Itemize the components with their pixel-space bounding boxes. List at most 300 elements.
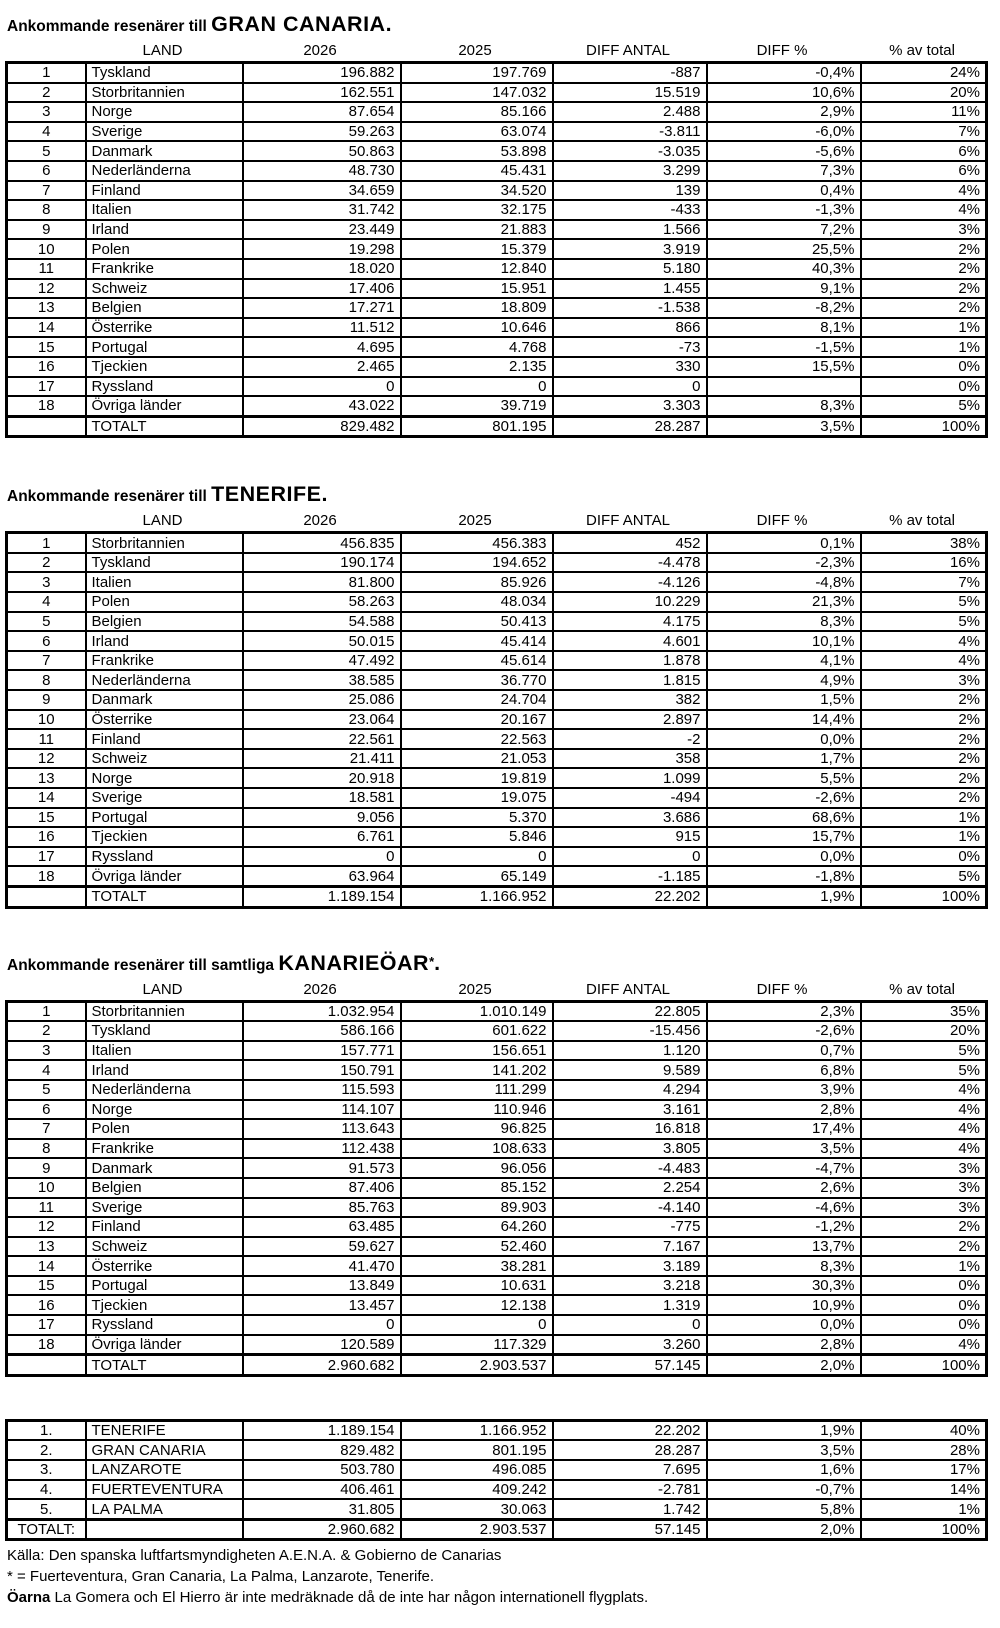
value-2026-cell: 2.960.682 [243,1355,401,1376]
rank-cell [7,1355,86,1376]
value-2026-cell: 1.032.954 [243,1001,401,1021]
share-cell: 2% [861,298,987,318]
share-cell: 38% [861,533,987,553]
diff-pct-cell: 3,5% [707,1440,861,1460]
value-2026-cell: 115.593 [243,1080,401,1100]
share-cell: 4% [861,1335,987,1355]
diff-pct-cell: -1,2% [707,1217,861,1237]
share-cell: 1% [861,337,987,357]
diff-pct-cell: 68,6% [707,808,861,828]
share-cell: 3% [861,670,987,690]
share-cell: 40% [861,1420,987,1440]
table-row [7,572,987,592]
rank-cell: 4. [7,1480,86,1500]
value-2026-cell: 190.174 [243,553,401,573]
country-cell: TOTALT [86,416,243,437]
table-row [7,377,987,397]
table-row [7,1256,987,1276]
diff-pct-cell [707,377,861,397]
diff-pct-cell: 3,5% [707,1139,861,1159]
value-2025-cell: 45.614 [401,651,553,671]
share-cell: 5% [861,396,987,416]
diff-pct-cell: 2,3% [707,1001,861,1021]
rank-cell: 10 [7,239,86,259]
value-2025-cell: 0 [401,377,553,397]
diff-pct-cell: 9,1% [707,279,861,299]
value-2026-cell: 0 [243,847,401,867]
country-cell: Nederländerna [86,670,243,690]
diff-antal-cell: -1.185 [553,866,707,886]
diff-pct-cell: -1,5% [707,337,861,357]
value-2025-cell: 110.946 [401,1100,553,1120]
value-2025-cell: 22.563 [401,729,553,749]
value-2026-cell: 18.581 [243,788,401,808]
share-cell: 4% [861,651,987,671]
rank-cell: 1. [7,1420,86,1440]
table-row [7,161,987,181]
diff-antal-cell: 1.566 [553,220,707,240]
value-2026-cell: 85.763 [243,1198,401,1218]
diff-antal-cell: -433 [553,200,707,220]
column-header-diff-pct: DIFF % [756,42,808,59]
rank-cell: 6 [7,631,86,651]
value-2025-cell: 96.056 [401,1158,553,1178]
share-cell: 4% [861,1119,987,1139]
diff-antal-cell: -15.456 [553,1021,707,1041]
value-2025-cell: 18.809 [401,298,553,318]
diff-antal-cell: 28.287 [553,1440,707,1460]
country-cell: Portugal [86,337,243,357]
value-2026-cell: 91.573 [243,1158,401,1178]
share-cell: 0% [861,1315,987,1335]
diff-pct-cell: -4,7% [707,1158,861,1178]
table-row [7,670,987,690]
value-2025-cell: 34.520 [401,181,553,201]
country-cell: Italien [86,1041,243,1061]
value-2026-cell: 81.800 [243,572,401,592]
country-cell: Ryssland [86,847,243,867]
diff-antal-cell: 915 [553,827,707,847]
rank-cell: 12 [7,749,86,769]
value-2025-cell: 10.646 [401,318,553,338]
table-row [7,1080,987,1100]
diff-pct-cell: -1,8% [707,866,861,886]
value-2026-cell: 120.589 [243,1335,401,1355]
rank-cell: 13 [7,768,86,788]
share-cell: 100% [861,886,987,907]
rank-cell: 9 [7,690,86,710]
share-cell: 2% [861,788,987,808]
diff-pct-cell: 2,0% [707,1519,861,1540]
rank-cell: 15 [7,337,86,357]
value-2025-cell: 89.903 [401,1198,553,1218]
share-cell: 100% [861,416,987,437]
country-cell: Tjeckien [86,357,243,377]
value-2026-cell: 11.512 [243,318,401,338]
country-cell: Norge [86,102,243,122]
rank-cell [7,416,86,437]
value-2026-cell: 829.482 [243,416,401,437]
diff-pct-cell: -0,4% [707,63,861,83]
diff-pct-cell: 2,9% [707,102,861,122]
value-2026-cell: 25.086 [243,690,401,710]
share-cell: 2% [861,768,987,788]
rank-cell: 14 [7,1256,86,1276]
value-2025-cell: 5.846 [401,827,553,847]
country-cell: Irland [86,1060,243,1080]
value-2026-cell: 19.298 [243,239,401,259]
table-row [7,181,987,201]
diff-pct-cell: 15,5% [707,357,861,377]
rank-cell: 18 [7,866,86,886]
rank-cell: 5 [7,1080,86,1100]
diff-antal-cell: 15.519 [553,83,707,103]
share-cell: 20% [861,1021,987,1041]
value-2025-cell: 141.202 [401,1060,553,1080]
value-2025-cell: 53.898 [401,141,553,161]
value-2025-cell: 85.926 [401,572,553,592]
value-2025-cell: 65.149 [401,866,553,886]
rank-cell: 8 [7,670,86,690]
diff-antal-cell: 3.299 [553,161,707,181]
value-2025-cell: 117.329 [401,1335,553,1355]
country-cell: Ryssland [86,1315,243,1335]
diff-antal-cell: -2 [553,729,707,749]
diff-pct-cell: 4,9% [707,670,861,690]
rank-cell: 8 [7,1139,86,1159]
diff-pct-cell: 3,9% [707,1080,861,1100]
country-cell: LA PALMA [86,1499,243,1519]
value-2025-cell: 111.299 [401,1080,553,1100]
table-row [7,788,987,808]
value-2026-cell: 829.482 [243,1440,401,1460]
value-2025-cell: 85.166 [401,102,553,122]
table-row [7,1001,987,1021]
table-row [7,592,987,612]
diff-pct-cell: 2,6% [707,1178,861,1198]
diff-pct-cell: 0,7% [707,1041,861,1061]
diff-pct-cell: 17,4% [707,1119,861,1139]
total-row [7,1519,987,1540]
country-cell: TOTALT [86,886,243,907]
country-cell: Sverige [86,788,243,808]
diff-antal-cell: 3.161 [553,1100,707,1120]
diff-pct-cell: 30,3% [707,1276,861,1296]
value-2026-cell: 456.835 [243,533,401,553]
country-cell: Belgien [86,612,243,632]
value-2026-cell: 59.263 [243,122,401,142]
value-2025-cell: 19.819 [401,768,553,788]
country-cell: Norge [86,768,243,788]
diff-antal-cell: 2.488 [553,102,707,122]
rank-cell: 2. [7,1440,86,1460]
data-table-kanarieoar [5,1000,988,1377]
value-2025-cell: 801.195 [401,416,553,437]
rank-cell: 17 [7,377,86,397]
diff-antal-cell: -1.538 [553,298,707,318]
diff-pct-cell: 1,9% [707,1420,861,1440]
table-row [7,63,987,83]
value-2026-cell: 31.805 [243,1499,401,1519]
diff-antal-cell: 1.455 [553,279,707,299]
country-cell: Tjeckien [86,1295,243,1315]
value-2026-cell: 1.189.154 [243,886,401,907]
table-row [7,749,987,769]
value-2026-cell: 50.015 [243,631,401,651]
rank-cell: 1 [7,533,86,553]
diff-antal-cell: 22.202 [553,886,707,907]
value-2026-cell: 48.730 [243,161,401,181]
table-row [7,1335,987,1355]
rank-cell: 4 [7,1060,86,1080]
value-2026-cell: 6.761 [243,827,401,847]
section-island-summary [5,1419,990,1542]
value-2025-cell: 801.195 [401,1440,553,1460]
rank-cell: 4 [7,592,86,612]
share-cell: 2% [861,1237,987,1257]
country-cell: Finland [86,181,243,201]
share-cell: 3% [861,1198,987,1218]
country-cell: Tyskland [86,63,243,83]
rank-cell: 18 [7,396,86,416]
country-cell: Belgien [86,1178,243,1198]
value-2026-cell: 157.771 [243,1041,401,1061]
diff-antal-cell: 4.294 [553,1080,707,1100]
section-title-tenerife [7,482,990,508]
share-cell: 5% [861,1060,987,1080]
value-2025-cell: 0 [401,1315,553,1335]
diff-pct-cell: 6,8% [707,1060,861,1080]
value-2026-cell: 2.960.682 [243,1519,401,1540]
column-header-land: LAND [142,512,183,530]
table-row [7,1041,987,1061]
diff-pct-cell: -2,6% [707,788,861,808]
diff-antal-cell: 4.601 [553,631,707,651]
value-2025-cell: 1.166.952 [401,1420,553,1440]
diff-antal-cell: -4.478 [553,553,707,573]
section-gran-canaria [5,12,990,438]
table-row [7,122,987,142]
share-cell: 20% [861,83,987,103]
column-header-empty [5,510,84,531]
diff-antal-cell: 57.145 [553,1355,707,1376]
rank-cell: 13 [7,1237,86,1257]
table-row [7,1237,987,1257]
value-2025-cell: 10.631 [401,1276,553,1296]
column-header-share: % av total [889,980,955,998]
diff-pct-cell: 0,0% [707,847,861,867]
diff-antal-cell: 866 [553,318,707,338]
title-period: . [321,482,328,507]
value-2025-cell: 20.167 [401,710,553,730]
value-2026-cell: 34.659 [243,181,401,201]
value-2026-cell: 47.492 [243,651,401,671]
column-header-land: LAND [142,42,183,59]
table-row [7,298,987,318]
column-header-2025: 2025 [458,42,492,59]
value-2025-cell: 24.704 [401,690,553,710]
diff-pct-cell: 10,1% [707,631,861,651]
country-cell: Österrike [86,1256,243,1276]
rank-cell: 3 [7,572,86,592]
value-2026-cell: 0 [243,377,401,397]
rank-cell: 17 [7,847,86,867]
value-2025-cell: 15.379 [401,239,553,259]
share-cell: 5% [861,1041,987,1061]
table-row [7,396,987,416]
rank-cell: 5 [7,141,86,161]
table-row [7,847,987,867]
rank-cell: 1 [7,1001,86,1021]
diff-pct-cell: 0,1% [707,533,861,553]
islands-note-bold: Öarna [7,1589,51,1607]
diff-pct-cell: 8,3% [707,612,861,632]
country-cell: Danmark [86,141,243,161]
rank-cell: 17 [7,1315,86,1335]
value-2025-cell: 12.138 [401,1295,553,1315]
table-row [7,1499,987,1519]
title-star: * [429,953,435,969]
value-2026-cell: 406.461 [243,1480,401,1500]
value-2025-cell: 19.075 [401,788,553,808]
rank-cell: 9 [7,1158,86,1178]
value-2025-cell: 601.622 [401,1021,553,1041]
rank-cell: 2 [7,83,86,103]
diff-pct-cell: 8,3% [707,396,861,416]
rank-cell: 15 [7,1276,86,1296]
table-row [7,337,987,357]
share-cell: 17% [861,1460,987,1480]
diff-antal-cell: 3.218 [553,1276,707,1296]
table-row [7,141,987,161]
share-cell: 35% [861,1001,987,1021]
column-header-row [5,979,985,1000]
diff-antal-cell: 1.815 [553,670,707,690]
share-cell: 5% [861,592,987,612]
country-cell: Övriga länder [86,1335,243,1355]
value-2026-cell: 23.064 [243,710,401,730]
diff-pct-cell: -2,6% [707,1021,861,1041]
islands-note-rest: La Gomera och El Hierro är inte medräknade då de inte har någon internationell flygplats. [50,1589,649,1607]
share-cell: 3% [861,1178,987,1198]
diff-pct-cell: 8,3% [707,1256,861,1276]
value-2026-cell: 87.654 [243,102,401,122]
share-cell: 100% [861,1519,987,1540]
rank-cell: 7 [7,1119,86,1139]
share-cell: 1% [861,827,987,847]
share-cell: 1% [861,318,987,338]
country-cell: Schweiz [86,279,243,299]
share-cell: 1% [861,1256,987,1276]
value-2026-cell: 21.411 [243,749,401,769]
share-cell: 100% [861,1355,987,1376]
column-header-land: LAND [142,980,183,998]
share-cell: 0% [861,1295,987,1315]
diff-antal-cell: 9.589 [553,1060,707,1080]
diff-pct-cell: 10,6% [707,83,861,103]
value-2025-cell: 4.768 [401,337,553,357]
table-row [7,710,987,730]
value-2026-cell: 31.742 [243,200,401,220]
share-cell: 6% [861,141,987,161]
diff-pct-cell: 0,0% [707,1315,861,1335]
rank-cell: 4 [7,122,86,142]
diff-antal-cell: 1.878 [553,651,707,671]
share-cell: 7% [861,122,987,142]
value-2026-cell: 2.465 [243,357,401,377]
diff-pct-cell: -5,6% [707,141,861,161]
diff-antal-cell: 330 [553,357,707,377]
diff-pct-cell: 2,0% [707,1355,861,1376]
rank-cell: 10 [7,1178,86,1198]
country-cell: Belgien [86,298,243,318]
table-row [7,1060,987,1080]
country-cell: Polen [86,239,243,259]
diff-antal-cell: 1.319 [553,1295,707,1315]
column-header-2025: 2025 [458,512,492,530]
country-cell [86,1519,243,1540]
diff-antal-cell: -4.126 [553,572,707,592]
table-row [7,533,987,553]
share-cell: 5% [861,866,987,886]
country-cell: TENERIFE [86,1420,243,1440]
value-2026-cell: 586.166 [243,1021,401,1041]
diff-pct-cell: 21,3% [707,592,861,612]
diff-antal-cell: -3.811 [553,122,707,142]
table-row [7,1217,987,1237]
rank-cell: 12 [7,279,86,299]
value-2025-cell: 21.883 [401,220,553,240]
rank-cell: 8 [7,200,86,220]
diff-pct-cell: 1,9% [707,886,861,907]
value-2026-cell: 58.263 [243,592,401,612]
rank-cell: 11 [7,729,86,749]
diff-antal-cell: 3.303 [553,396,707,416]
diff-antal-cell: 1.099 [553,768,707,788]
country-cell: Storbritannien [86,533,243,553]
diff-antal-cell: 1.120 [553,1041,707,1061]
diff-pct-cell: -0,7% [707,1480,861,1500]
country-cell: Sverige [86,122,243,142]
title-period: . [434,950,441,975]
diff-pct-cell: 40,3% [707,259,861,279]
table-row [7,1100,987,1120]
diff-pct-cell: 1,5% [707,690,861,710]
diff-antal-cell: 382 [553,690,707,710]
value-2025-cell: 63.074 [401,122,553,142]
value-2025-cell: 21.053 [401,749,553,769]
country-cell: Tyskland [86,1021,243,1041]
diff-antal-cell: 0 [553,1315,707,1335]
column-header-empty [5,979,84,1000]
value-2026-cell: 503.780 [243,1460,401,1480]
title-prefix: Ankommande resenärer till samtliga [7,956,275,974]
value-2026-cell: 150.791 [243,1060,401,1080]
diff-antal-cell: -3.035 [553,141,707,161]
column-header-diff-pct: DIFF % [756,980,808,998]
rank-cell: 13 [7,298,86,318]
column-header-row [5,510,985,531]
country-cell: Sverige [86,1198,243,1218]
rank-cell: 6 [7,1100,86,1120]
share-cell: 2% [861,710,987,730]
table-row [7,808,987,828]
column-header-2026: 2026 [303,980,337,998]
diff-pct-cell: -4,8% [707,572,861,592]
column-header-diff-antal: DIFF ANTAL [586,980,670,998]
diff-pct-cell: -6,0% [707,122,861,142]
value-2026-cell: 112.438 [243,1139,401,1159]
